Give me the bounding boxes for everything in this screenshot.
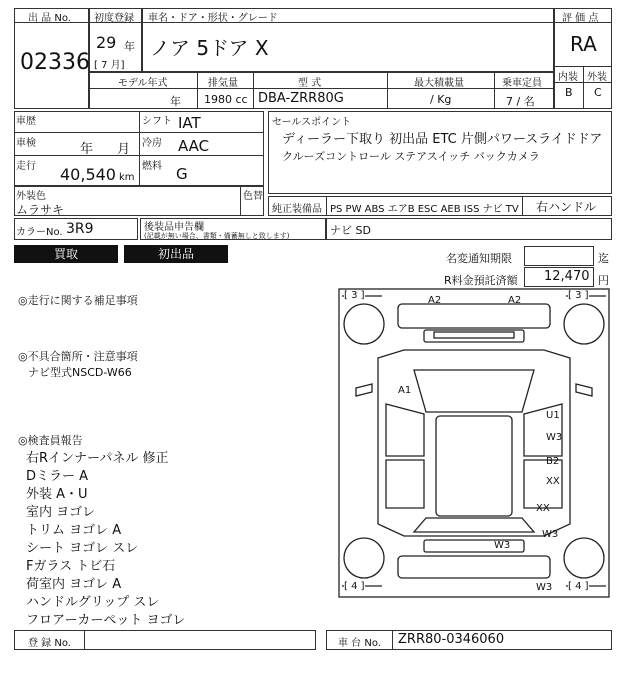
damage-mark: W3 [542,529,559,540]
damage-mark: XX [536,503,550,514]
exterior-grade: C [594,86,602,99]
mirror-right [576,384,592,396]
oem-equipment: PS PW ABS エアB ESC AEB ISS ナビ TV [330,204,519,215]
damage-diagram [338,288,610,598]
model-year-label: モデル年式 [118,78,168,89]
interior-grade: B [565,86,573,99]
damage-mark: W3 [536,582,553,593]
air-conditioning: AAC [178,137,210,155]
defects-title: ◎不具合箇所・注意事項 [18,350,138,363]
car-name: ノア 5ドア X [150,36,269,60]
recycle-fee-label: R料金預託済額 [444,274,518,287]
history-label: 車歴 [16,116,36,127]
sales-point-label: セールスポイント [272,117,352,128]
inspection-label: 車検 [16,138,36,149]
lot-number-label: 出 品 No. [28,13,71,24]
damage-mark: A2 [508,295,522,306]
recycle-fee: 12,470 [544,269,590,284]
car-name-label: 車名・ドア・形状・グレード [148,13,278,24]
first-registration-label: 初度登録 [94,13,134,24]
ac-label: 冷房 [142,138,162,149]
chassis-number: ZRR80-0346060 [398,632,505,647]
inspection-value: 年 月 [80,142,131,157]
overall-rating: RA [570,32,597,56]
type-label: 型 式 [298,78,322,89]
max-load: / Kg [430,93,452,106]
driving-notes-title: ◎走行に関する補足事項 [18,294,138,307]
aftermarket-label: 後装品申告欄 [144,222,204,233]
damage-mark: A1 [398,385,412,396]
rear-bumper-lower [398,556,550,578]
inspector-line: 右Rインナーパネル 修正 [26,451,169,466]
tire-front-left [344,304,384,344]
tire-rear-right [564,538,604,578]
rating-label: 評 価 点 [562,13,599,24]
inspector-line: Fガラス トビ石 [26,559,116,574]
displacement: 1980 cc [204,93,248,106]
damage-mark: B2 [546,456,560,467]
buy-badge: 買取 [14,245,118,263]
fuel-label: 燃料 [142,161,162,172]
exterior-color: ムラサキ [16,203,65,217]
tire-tread-front-right: [ 3 ] [568,290,589,301]
aftermarket-items: ナビ SD [330,224,371,237]
inspector-line: ハンドルグリップ スレ [26,595,160,610]
tire-tread-front-left: [ 3 ] [344,290,365,301]
tire-tread-rear-left: [ 4 ] [344,581,365,592]
inspector-line: 荷室内 ヨゴレ A [26,577,122,592]
tire-tread-rear-right: [ 4 ] [568,581,589,592]
inspector-line: フロアーカーペット ヨゴレ [26,613,186,628]
displacement-label: 排気量 [208,78,238,89]
sales-point-line1: ディーラー下取り 初出品 ETC 片側パワースライドドア [282,132,603,147]
steering-side: 右ハンドル [536,200,597,214]
color-change-label: 色替 [243,191,263,202]
inspector-line: 室内 ヨゴレ [26,505,96,520]
damage-mark: U1 [546,410,560,421]
tire-front-right [564,304,604,344]
title-deadline-unit: 迄 [598,252,609,265]
mirror-left [356,384,372,396]
recycle-fee-unit: 円 [598,274,609,287]
interior-grade-label: 内装 [558,72,578,83]
title-deadline-label: 名変通知期限 [446,252,512,265]
roof [436,416,512,516]
mileage-label: 走行 [16,161,36,172]
damage-mark: W3 [546,432,563,443]
damage-mark: XX [546,476,560,487]
year-unit: 年 [124,40,135,53]
tire-rear-left [344,538,384,578]
first-registration-month: [ 7 月] [94,60,125,71]
oem-equipment-label: 純正装備品 [272,204,322,215]
inspector-line: 外装 A・U [26,487,88,502]
passenger-capacity: 7 / 名 [506,95,535,108]
first-listing-badge: 初出品 [124,245,228,263]
title-deadline-box [524,246,594,266]
exterior-grade-label: 外装 [587,72,607,83]
damage-mark: A2 [428,295,442,306]
front-bumper [398,304,550,328]
inspector-line: Dミラー A [26,469,89,484]
inspector-line: シート ヨゴレ スレ [26,541,139,556]
inspector-report-title: ◎検査員報告 [18,434,83,447]
model-type: DBA-ZRR80G [258,91,344,106]
color-number-label: カラーNo. [16,227,63,238]
inspector-line: トリム ヨゴレ A [26,523,122,538]
lot-number: 02336 [20,50,90,75]
max-load-label: 最大積載量 [414,78,464,89]
capacity-label: 乗車定員 [502,78,542,89]
mileage: 40,540 [60,165,116,184]
fuel: G [176,165,188,183]
registration-number-label: 登 録 No. [28,638,71,649]
rear-window [414,518,534,532]
aftermarket-note: (記載が無い場合、書類・備蓄無しと致します) [144,232,290,240]
shift: IAT [178,114,201,132]
sales-point-line2: クルーズコントロール ステアスイッチ バックカメラ [282,150,540,163]
damage-mark: W3 [494,540,511,551]
model-year-unit: 年 [170,95,181,108]
shift-label: シフト [142,116,172,127]
defects-line: ナビ型式NSCD-W66 [28,366,132,379]
chassis-number-label: 車 台 No. [338,638,381,649]
mileage-unit: km [119,172,135,183]
windshield [414,370,534,412]
ext-color-label: 外装色 [16,191,46,202]
color-number: 3R9 [66,221,94,237]
first-registration-year: 29 [96,33,117,52]
